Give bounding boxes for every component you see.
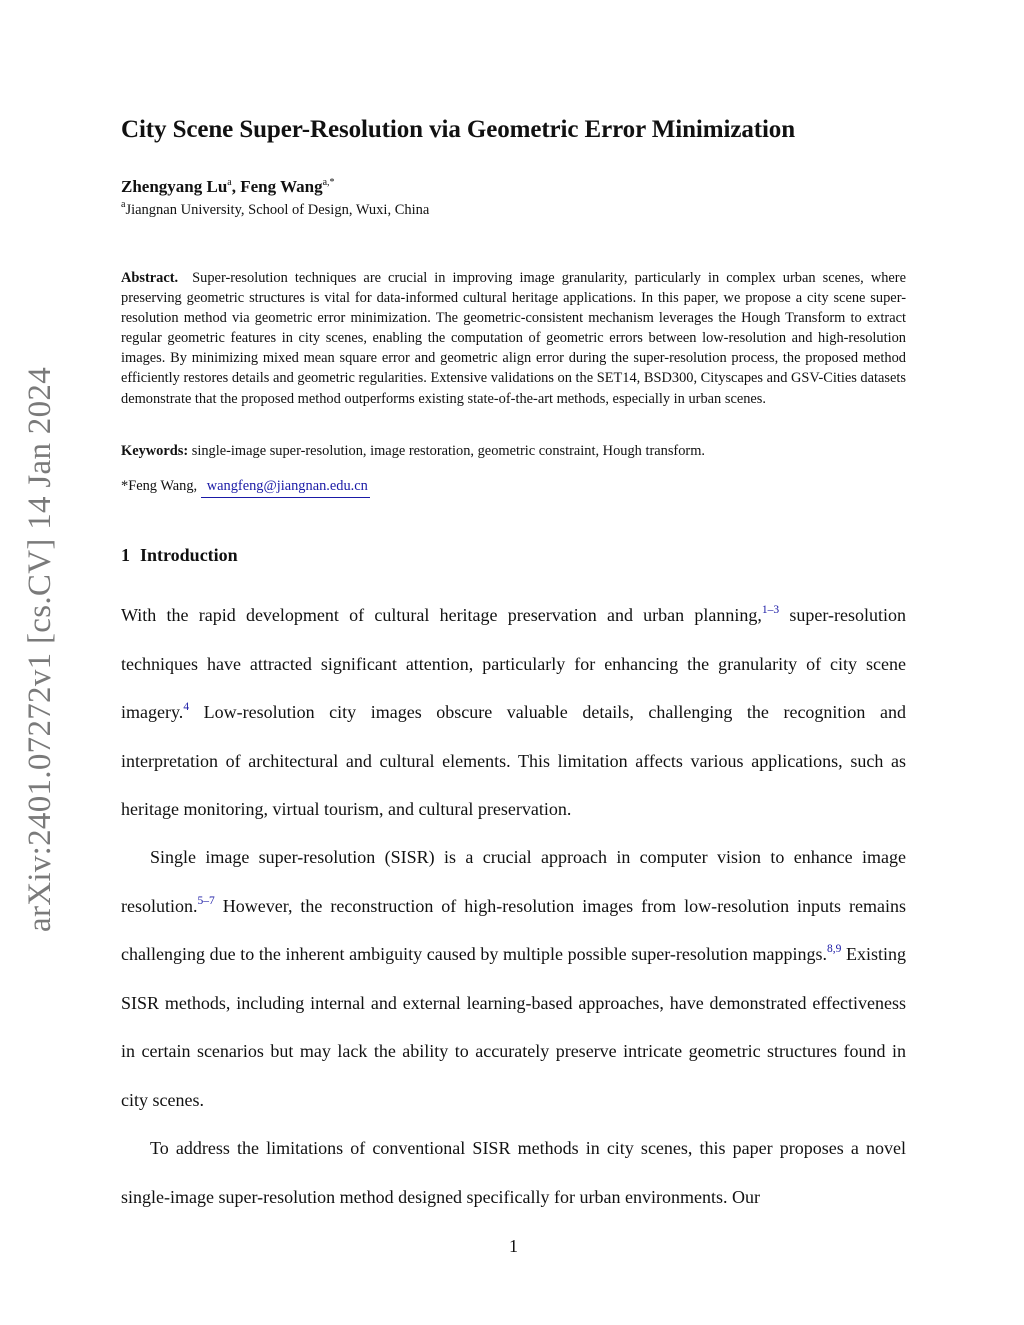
paragraph-text: To address the limitations of conventional SISR methods in city scenes, this paper proposes a novel single-image super-resolution method designed specifically for urban environments. Our — [121, 1138, 906, 1207]
section-number: 1 — [121, 545, 130, 565]
body-paragraph — [121, 1124, 906, 1221]
abstract-label: Abstract. — [121, 270, 179, 286]
abstract — [121, 268, 906, 409]
section-heading — [121, 545, 238, 566]
paragraph-text: super-resolution techniques have attracted significant attention, particularly for enhancing the granularity of city scene imagery. — [121, 605, 907, 722]
keywords-text: single-image super-resolution, image restoration, geometric constraint, Hough transform. — [191, 443, 706, 459]
body-paragraph — [121, 833, 906, 1124]
keywords-label: Keywords: — [121, 443, 189, 459]
paragraph-text: Single image super-resolution (SISR) is a crucial approach in computer vision to enhance image resolution. — [121, 847, 906, 916]
citation-link[interactable]: 5–7 — [197, 894, 215, 907]
page-number: 1 — [509, 1236, 518, 1256]
paragraph-text: However, the reconstruction of high-resolution images from low-resolution inputs remains challenging due to the inherent ambiguity caused by multiple possible super-resolution mappings. — [121, 895, 906, 964]
affiliation — [121, 199, 430, 219]
citation-link[interactable]: 1–3 — [761, 604, 780, 616]
correspondence-prefix: *Feng Wang, — [121, 478, 198, 494]
author-name: Zhengyang Lu — [121, 177, 228, 196]
author-affiliation-mark: a — [227, 177, 232, 188]
citation-link[interactable]: 8,9 — [826, 943, 842, 955]
paragraph-text: Existing SISR methods, including internal and external learning-based approaches, have demonstrated effectiveness in certain scenarios but may lack the ability to accurately preserve intricate geometric structures found in city scenes. — [121, 944, 906, 1110]
keywords — [121, 443, 705, 460]
author-name: Feng Wang — [240, 177, 323, 196]
arxiv-stamp: arXiv:2401.07272v1 [cs.CV] 14 Jan 2024 — [22, 366, 58, 932]
abstract-text: Super-resolution techniques are crucial in improving image granularity, particularly in complex urban scenes, where preserving geometric structures is vital for data-informed cultural heritage applications. In this paper, we propose a city scene super-resolution method via geometric error minimization. The geometric-consistent mechanism leverages the Hough Transform to extract regular geometric features in city scenes, enabling the computation of geometric errors between low-resolution and high-resolution images. By minimizing mixed mean square error and geometric align error during the super-resolution process, the proposed method efficiently restores details and geometric regularities. Extensive validations on the SET14, BSD300, Cityscapes and GSV-Cities datasets demonstrate that the proposed method outperforms existing state-of-the-art methods, especially in urban scenes. — [121, 270, 906, 407]
author-list — [121, 177, 335, 197]
affiliation-text: Jiangnan University, School of Design, Wuxi, China — [125, 202, 430, 218]
email-link[interactable]: wangfeng@jiangnan.edu.cn — [201, 478, 370, 498]
paper-title: City Scene Super-Resolution via Geometric Error Minimization — [121, 116, 795, 143]
paragraph-text: Low-resolution city images obscure valuable details, challenging the recognition and interpretation of architectural and cultural elements. This limitation affects various applications, such as heritage monitoring, virtual tourism, and cultural preservation. — [121, 702, 906, 819]
body-paragraph — [121, 591, 906, 834]
affiliation-mark: a — [121, 199, 126, 210]
section-title: Introduction — [140, 545, 238, 565]
citation-link[interactable]: 4 — [183, 701, 190, 713]
author-affiliation-mark: a,* — [322, 177, 335, 188]
author-separator: , — [231, 177, 241, 196]
paragraph-text: With the rapid development of cultural heritage preservation and urban planning, — [121, 605, 762, 625]
correspondence-note — [121, 478, 370, 495]
